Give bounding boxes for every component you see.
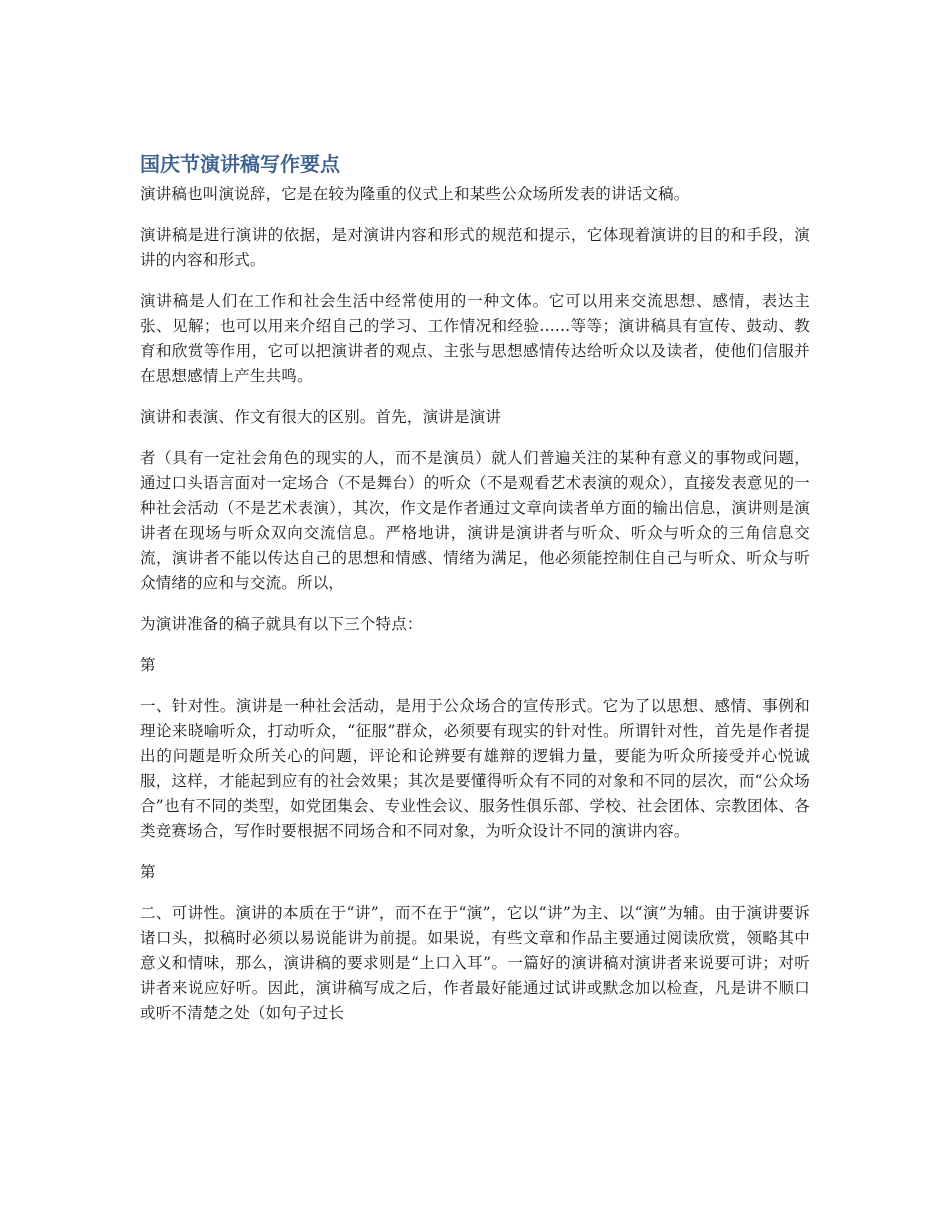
paragraph-features-intro: 为演讲准备的稿子就具有以下三个特点：: [140, 615, 423, 633]
paragraph-difference: 演讲和表演、作文有很大的区别。首先，演讲是演讲: [140, 408, 502, 426]
paragraph-genre: 演讲稿是人们在工作和社会生活中经常使用的一种文体。它可以用来交流思想、感情，表达主张、见解；也可以用来介绍自己的学习、工作情况和经验......等等；演讲稿具有宣传、鼓动、教育和欣赏等作用，它可以把演讲者的观点、主张与思想感情传达给听众以及读者，使他们信服并在思想感情上产生共鸣。: [140, 292, 810, 385]
paragraph-ordinal-1: 第: [140, 656, 156, 674]
paragraph-ordinal-2: 第: [140, 863, 156, 881]
paragraph-speakability: 二、可讲性。演讲的本质在于“讲”，而不在于“演”，它以“讲”为主、以“演”为辅。由于演讲要诉诸口头，拟稿时必须以易说能讲为前提。如果说，有些文章和作品主要通过阅读欣赏，领略其中意义和情味，那么，演讲稿的要求则是“上口入耳”。一篇好的演讲稿对演讲者来说要可讲；对听讲者来说应好听。因此，演讲稿写成之后，作者最好能通过试讲或默念加以检查，凡是讲不顺口或听不清楚之处（如句子过长: [140, 904, 810, 1022]
paragraph-targeting: 一、针对性。演讲是一种社会活动，是用于公众场合的宣传形式。它为了以思想、感情、事例和理论来晓喻听众，打动听众，“征服”群众，必须要有现实的针对性。所谓针对性，首先是作者提出的问题是听众所关心的问题，评论和论辨要有雄辩的逻辑力量，要能为听众所接受并心悦诚服，这样，才能起到应有的社会效果；其次是要懂得听众有不同的对象和不同的层次，而“公众场合”也有不同的类型，如党团集会、专业性会议、服务性俱乐部、学校、社会团体、宗教团体、各类竞赛场合，写作时要根据不同场合和不同对象，为听众设计不同的演讲内容。: [140, 697, 810, 840]
document-page: [140, 150, 810, 1042]
paragraph-speaker: 者（具有一定社会角色的现实的人，而不是演员）就人们普遍关注的某种有意义的事物或问题，通过口头语言面对一定场合（不是舞台）的听众（不是观看艺术表演的观众），直接发表意见的一种社会活动（不是艺术表演），其次，作文是作者通过文章向读者单方面的输出信息，演讲则是演讲者在现场与听众双向交流信息。严格地讲，演讲是演讲者与听众、听众与听众的三角信息交流，演讲者不能以传达自己的思想和情感、情绪为满足，他必须能控制住自己与听众、听众与听众情绪的应和与交流。所以，: [140, 449, 810, 592]
paragraph-intro: 演讲稿也叫演说辞，它是在较为隆重的仪式上和某些公众场所发表的讲话文稿。: [140, 185, 690, 203]
paragraph-basis: 演讲稿是进行演讲的依据，是对演讲内容和形式的规范和提示，它体现着演讲的目的和手段，演讲的内容和形式。: [140, 226, 810, 269]
document-title: 国庆节演讲稿写作要点: [140, 152, 340, 176]
